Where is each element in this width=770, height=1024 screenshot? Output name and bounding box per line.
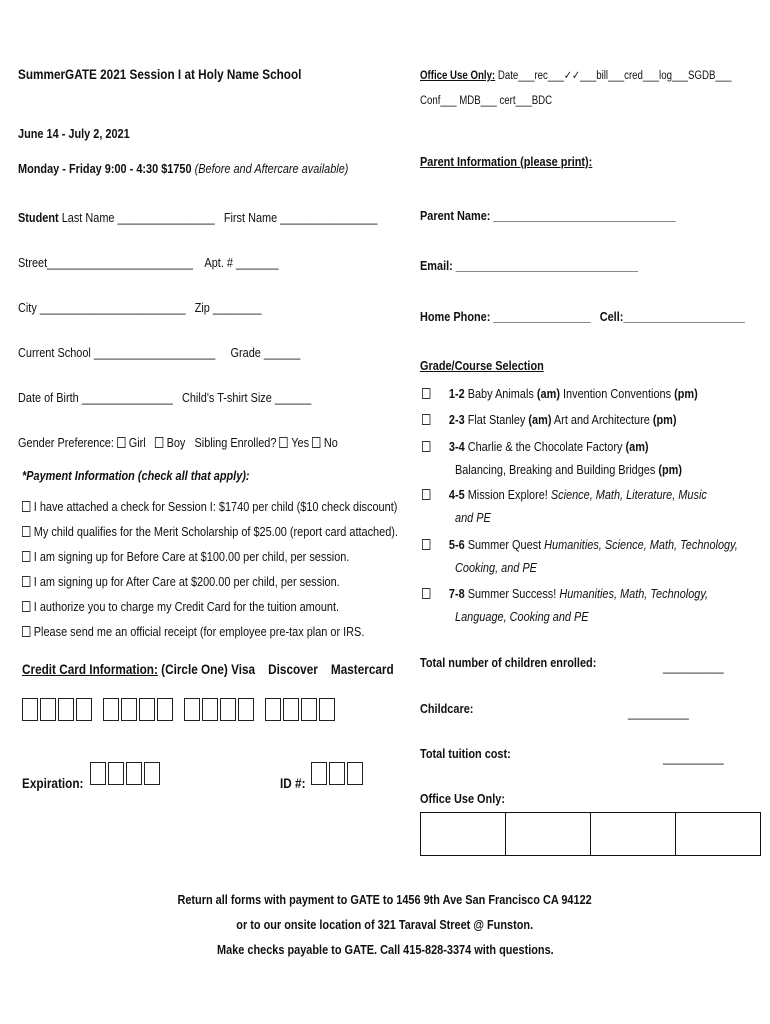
girl-checkbox[interactable] (117, 437, 125, 448)
expiration-boxes[interactable] (90, 762, 162, 785)
payment-option[interactable] (22, 599, 339, 615)
course-option-continued (455, 560, 537, 576)
payment-checkbox[interactable] (22, 501, 30, 512)
girl-label: Girl (128, 435, 146, 450)
card-type-visa[interactable]: (Circle One) Visa (161, 661, 256, 677)
course-option[interactable] (422, 487, 707, 503)
footer-line-2: or to our onsite location of 321 Taraval Street @ Funston. (236, 917, 534, 932)
course-option[interactable] (422, 439, 649, 455)
home-phone-field[interactable]: Home Phone: ________________ (420, 309, 591, 324)
children-total-label: Total number of children enrolled: (420, 655, 597, 670)
course-grade: 1-2 (448, 386, 465, 401)
course-option-continued (455, 609, 589, 625)
course-text: Science, Math, Literature, Music (550, 487, 707, 502)
credit-card-row (22, 661, 394, 677)
course-checkbox[interactable] (422, 414, 430, 425)
tuition-label: Total tuition cost: (420, 746, 511, 761)
phone-row (420, 309, 745, 325)
tshirt-field[interactable]: Child's T-shirt Size ______ (181, 390, 312, 405)
course-option[interactable] (422, 412, 677, 428)
course-text: Invention Conventions (559, 386, 675, 401)
payment-checkbox[interactable] (22, 601, 30, 612)
payment-option[interactable] (22, 549, 349, 565)
street-row (18, 255, 279, 271)
footer-line-3: Make checks payable to GATE. Call 415-828-3374 with questions. (216, 942, 554, 957)
payment-option-label: I am signing up for Before Care at $100.00 per child, per session. (33, 549, 350, 564)
city-field[interactable]: City ________________________ (18, 300, 186, 315)
student-name-row (18, 210, 377, 226)
course-checkbox[interactable] (422, 539, 430, 550)
boy-checkbox[interactable] (155, 437, 163, 448)
payment-checkbox[interactable] (22, 626, 30, 637)
course-grade: 5-6 (448, 537, 465, 552)
payment-option-label: I am signing up for After Care at $200.00 per child, per session. (33, 574, 340, 589)
course-text: Balancing, Breaking and Building Bridges (455, 462, 659, 477)
course-text: Charlie & the Chocolate Factory (464, 439, 626, 454)
apt-field[interactable]: Apt. # _______ (204, 255, 279, 270)
payment-option-label: Please send me an official receipt (for employee pre-tax plan or IRS. (33, 624, 365, 639)
course-text: Humanities, Science, Math, Technology, (544, 537, 738, 552)
grade-field[interactable]: Grade ______ (230, 345, 301, 360)
course-text: Art and Architecture (551, 412, 653, 427)
form-title: SummerGATE 2021 Session I at Holy Name School (18, 66, 302, 82)
no-label: No (323, 435, 338, 450)
payment-heading: *Payment Information (check all that apply): (22, 468, 250, 483)
dob-row (18, 390, 311, 406)
student-label: Student (18, 210, 59, 225)
city-row (18, 300, 262, 316)
gender-label: Gender Preference: (18, 435, 114, 450)
course-text: (am) (536, 386, 560, 401)
payment-option-label: I authorize you to charge my Credit Card for the tuition amount. (33, 599, 340, 614)
id-label: ID #: (280, 775, 306, 791)
payment-checkbox[interactable] (22, 526, 30, 537)
course-text: Language, Cooking and PE (455, 609, 589, 624)
schedule-line (18, 161, 348, 177)
expiration-label: Expiration: (22, 775, 84, 791)
childcare-field[interactable]: __________ (628, 705, 689, 720)
course-text: (am) (528, 412, 552, 427)
course-text: (pm) (652, 412, 677, 427)
current-school-field[interactable]: Current School ____________________ (18, 345, 216, 360)
course-text: Humanities, Math, Technology, (559, 586, 709, 601)
email-field[interactable]: Email: ______________________________ (420, 258, 639, 273)
payment-option[interactable] (22, 524, 398, 540)
yes-checkbox[interactable] (280, 437, 288, 448)
office-use-top-line2: Conf___ MDB___ cert___BDC (420, 95, 553, 107)
payment-option-label: I have attached a check for Session I: $1740 per child ($10 check discount) (33, 499, 398, 514)
course-option-continued (455, 462, 682, 478)
course-text: and PE (455, 510, 491, 525)
course-text: (pm) (674, 386, 698, 401)
session-dates: June 14 - July 2, 2021 (18, 126, 130, 141)
schedule-note: (Before and Aftercare available) (194, 161, 349, 176)
payment-option-label: My child qualifies for the Merit Scholarship of $25.00 (report card attached). (33, 524, 398, 539)
payment-checkbox[interactable] (22, 576, 30, 587)
payment-checkbox[interactable] (22, 551, 30, 562)
parent-heading: Parent Information (please print): (420, 154, 593, 169)
gender-row (18, 435, 338, 451)
cell-field[interactable]: Cell:____________________ (599, 309, 745, 324)
course-checkbox[interactable] (422, 388, 430, 399)
no-checkbox[interactable] (312, 437, 320, 448)
card-type-mastercard[interactable]: Mastercard (330, 661, 394, 677)
course-checkbox[interactable] (422, 489, 430, 500)
course-grade: 3-4 (448, 439, 465, 454)
schedule-hours: Monday - Friday 9:00 - 4:30 $1750 (18, 161, 192, 176)
first-name-field[interactable]: First Name ________________ (223, 210, 378, 225)
childcare-label: Childcare: (420, 701, 474, 716)
office-use-top-label: Office Use Only: (420, 70, 496, 82)
card-type-discover[interactable]: Discover (268, 661, 318, 677)
course-text: Summer Success! (464, 586, 560, 601)
credit-card-heading: Credit Card Information: (22, 661, 158, 677)
course-heading: Grade/Course Selection (420, 358, 544, 373)
course-option[interactable] (422, 386, 698, 402)
course-checkbox[interactable] (422, 588, 430, 599)
street-field[interactable]: Street________________________ (18, 255, 193, 270)
school-row (18, 345, 300, 361)
footer-line-1: Return all forms with payment to GATE to 1456 9th Ave San Francisco CA 94122 (177, 892, 593, 907)
course-text: Cooking, and PE (455, 560, 537, 575)
card-number-boxes[interactable] (22, 698, 346, 721)
course-option[interactable] (422, 537, 738, 553)
course-grade: 4-5 (448, 487, 465, 502)
office-use-top-line1: Date___rec___✓✓___bill___cred___log___SGDB___ (497, 70, 732, 82)
payment-option[interactable] (22, 624, 364, 640)
office-use-top (420, 68, 732, 84)
course-text: Summer Quest (464, 537, 545, 552)
course-text: Flat Stanley (464, 412, 529, 427)
id-boxes[interactable] (311, 762, 365, 785)
course-grade: 7-8 (448, 586, 465, 601)
course-text: (am) (625, 439, 649, 454)
dob-field[interactable]: Date of Birth _______________ (18, 390, 173, 405)
zip-field[interactable]: Zip ________ (194, 300, 262, 315)
last-name-field[interactable]: Last Name ________________ (61, 210, 215, 225)
office-use-grid (420, 812, 761, 856)
course-grade: 2-3 (448, 412, 465, 427)
course-option[interactable] (422, 586, 708, 602)
children-total-field[interactable]: __________ (663, 659, 724, 674)
course-text: (pm) (658, 462, 683, 477)
sibling-label: Sibling Enrolled? (194, 435, 277, 450)
boy-label: Boy (166, 435, 186, 450)
payment-option[interactable] (22, 499, 397, 515)
course-option-continued (455, 510, 491, 526)
yes-label: Yes (291, 435, 310, 450)
parent-name-field[interactable]: Parent Name: ______________________________ (420, 208, 676, 223)
office-use-bottom-label: Office Use Only: (420, 791, 505, 806)
payment-option[interactable] (22, 574, 340, 590)
course-checkbox[interactable] (422, 441, 430, 452)
course-text: Baby Animals (464, 386, 537, 401)
tuition-field[interactable]: __________ (663, 750, 724, 765)
course-text: Mission Explore! (464, 487, 551, 502)
